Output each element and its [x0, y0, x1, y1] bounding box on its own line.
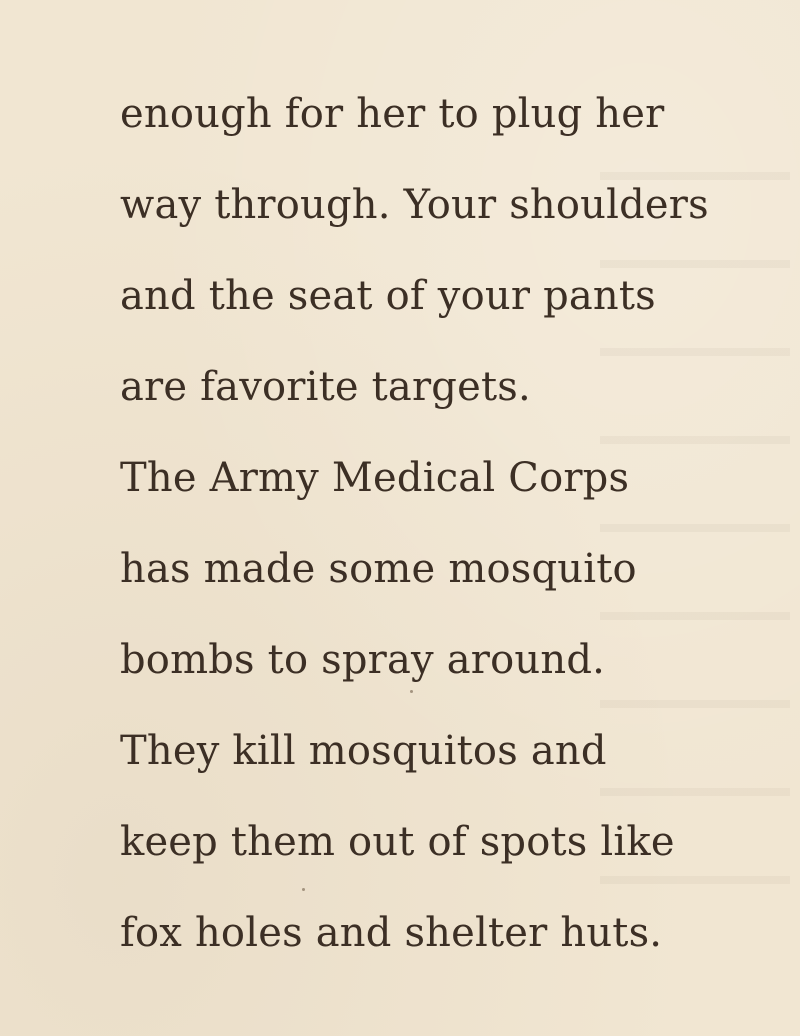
text-line: The Army Medical Corps	[120, 455, 630, 501]
text-line: bombs to spray around.	[120, 637, 606, 683]
text-line: keep them out of spots like	[120, 819, 675, 865]
text-line: enough for her to plug her	[120, 91, 665, 137]
text-line: fox holes and shelter huts.	[120, 910, 663, 956]
text-line: are favorite targets.	[120, 364, 531, 410]
body-text	[120, 86, 790, 996]
text-line: has made some mosquito	[120, 546, 637, 592]
text-line: They kill mosquitos and	[120, 728, 607, 774]
text-line: and the seat of your pants	[120, 273, 656, 319]
text-line: way through. Your shoulders	[120, 182, 709, 228]
